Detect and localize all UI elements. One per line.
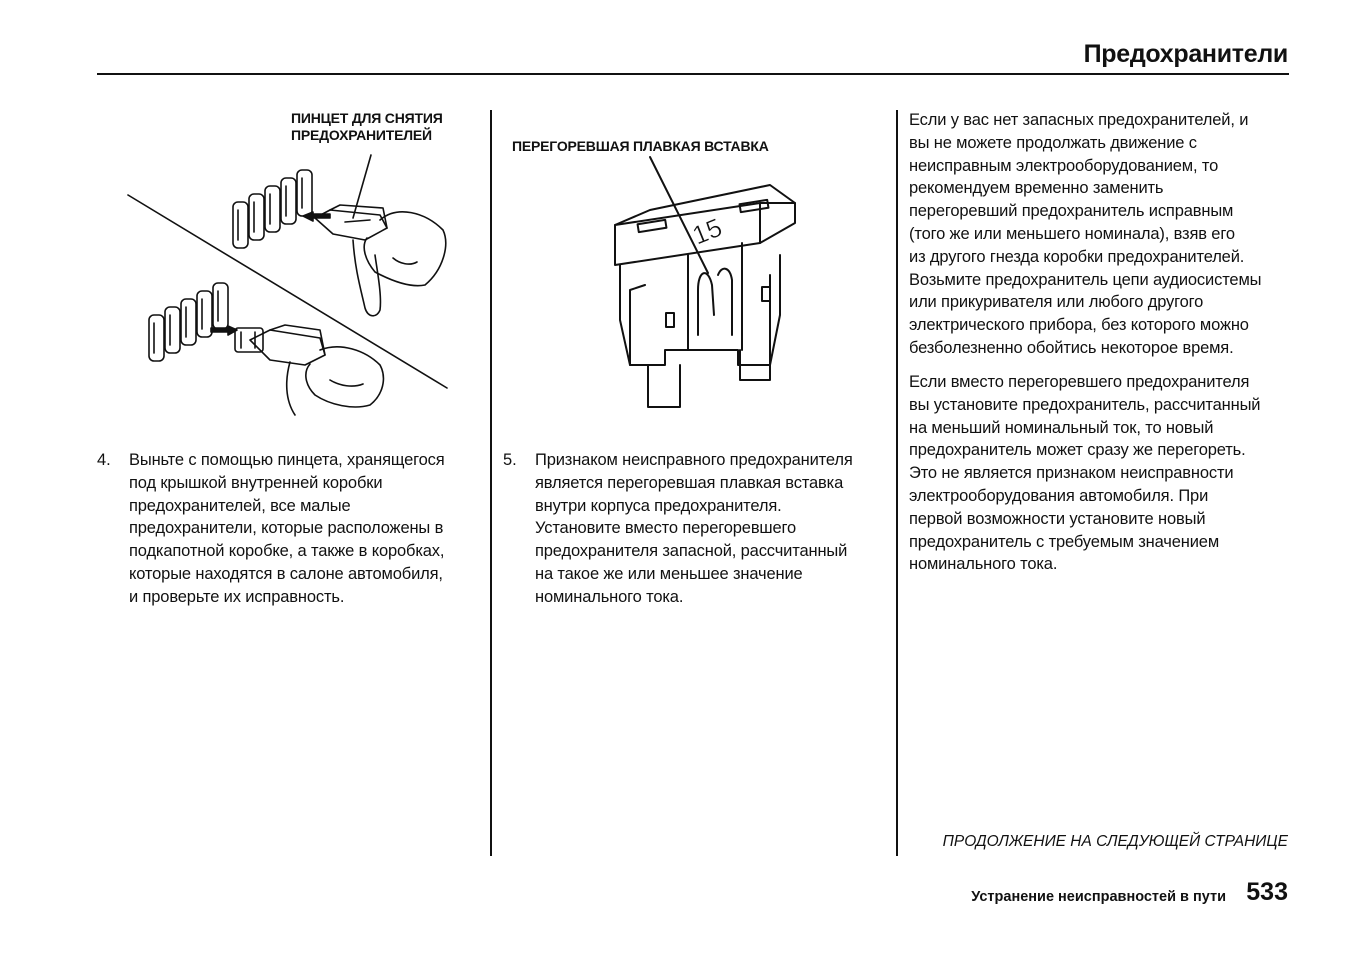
fuse-puller-label-line2: ПРЕДОХРАНИТЕЛЕЙ [291, 127, 432, 143]
right-paragraph-1 [909, 109, 1299, 360]
paragraph1-line: неисправным электрооборудованием, то [909, 156, 1219, 175]
paragraph2-line: Если вместо перегоревшего предохранителя [909, 373, 1250, 391]
blown-fuse-illustration [600, 155, 810, 415]
paragraph2-line: электрооборудования автомобиля. При [909, 486, 1209, 505]
paragraph1-line: перегоревший предохранитель исправным [909, 202, 1234, 221]
step4-text [129, 449, 484, 609]
step5-line: внутри корпуса предохранителя. [535, 496, 782, 515]
paragraph2-line: Это не является признаком неисправности [909, 464, 1234, 483]
upper-hand [364, 212, 445, 286]
step4-line: предохранители, которые расположены в [129, 519, 444, 538]
paragraph1-line: электрического прибора, без которого можно [909, 316, 1249, 335]
column-divider-left [490, 110, 492, 856]
lower-fuse-row [149, 283, 228, 361]
terminal-mark-left [666, 313, 674, 327]
paragraph1-line: Возьмите предохранитель цепи аудиосистемы [909, 270, 1262, 289]
paragraph2-line: на меньший номинальный ток, то новый [909, 418, 1214, 437]
paragraph2-line: предохранитель с требуемым значением [909, 532, 1220, 551]
paragraph1-line: из другого гнезда коробки предохранителей. [909, 247, 1245, 266]
paragraph1-line: вы не можете продолжать движение с [909, 133, 1197, 152]
paragraph1-line: рекомендуем временно заменить [909, 179, 1164, 198]
fuse-puller-label [291, 110, 443, 144]
blown-element [698, 269, 732, 335]
fuse-puller-illustration [125, 150, 455, 420]
fuse-blade-left [648, 365, 680, 407]
step5-line: Установите вместо перегоревшего [535, 519, 797, 538]
column-divider-right [896, 110, 898, 856]
puller-leader-line [353, 155, 371, 218]
paragraph1-line: или прикуривателя или любого другого [909, 293, 1204, 312]
paragraph2-line: первой возможности установите новый [909, 509, 1206, 528]
page-number: 533 [1246, 878, 1288, 906]
step5-line: на такое же или меньшее значение [535, 564, 803, 583]
continued-note: ПРОДОЛЖЕНИЕ НА СЛЕДУЮЩЕЙ СТРАНИЦЕ [942, 833, 1288, 850]
title-rule [97, 73, 1289, 75]
paragraph2-line: предохранитель может сразу же перегореть. [909, 441, 1246, 460]
step5-line: предохранителя запасной, рассчитанный [535, 542, 848, 561]
upper-fuse-row [233, 170, 312, 248]
step4-line: Выньте с помощью пинцета, хранящегося [129, 451, 445, 469]
fuse-window [688, 243, 742, 350]
lower-puller [250, 330, 325, 365]
terminal-mark-right [762, 287, 770, 301]
fuse-rating-label: 15 [688, 211, 727, 251]
fuse-body [620, 255, 780, 365]
step5-line: Признаком неисправного предохранителя [535, 451, 853, 469]
lower-arrow [211, 326, 237, 335]
lower-hand [306, 347, 384, 407]
step4-line: которые находятся в салоне автомобиля, [129, 564, 443, 583]
paragraph1-line: безболезненно обойтись некоторое время. [909, 338, 1234, 357]
page-title: Предохранители [1083, 40, 1288, 68]
paragraph1-line: (того же или меньшего номинала), взяв его [909, 224, 1235, 243]
step5-number: 5. [503, 451, 517, 469]
step4-line: под крышкой внутренней коробки [129, 473, 383, 492]
step4-line: предохранителей, все малые [129, 496, 351, 515]
footer-section-title: Устранение неисправностей в пути [971, 889, 1226, 905]
blown-fuse-label: ПЕРЕГОРЕВШАЯ ПЛАВКАЯ ВСТАВКА [512, 138, 769, 154]
paragraph2-line: вы установите предохранитель, рассчитанный [909, 395, 1261, 414]
step5-line: номинального тока. [535, 587, 684, 606]
right-paragraph-2 [909, 371, 1299, 576]
step4-line: и проверьте их исправность. [129, 587, 345, 606]
fuse-puller-label-line1: ПИНЦЕТ ДЛЯ СНЯТИЯ [291, 110, 443, 126]
step5-text [535, 449, 890, 609]
paragraph1-line: Если у вас нет запасных предохранителей, и [909, 111, 1249, 129]
paragraph2-line: номинального тока. [909, 555, 1058, 574]
step5-line: является перегоревшая плавкая вставка [535, 473, 844, 492]
step4-line: подкапотной коробке, а также в коробках, [129, 542, 445, 561]
step4-number: 4. [97, 451, 111, 469]
